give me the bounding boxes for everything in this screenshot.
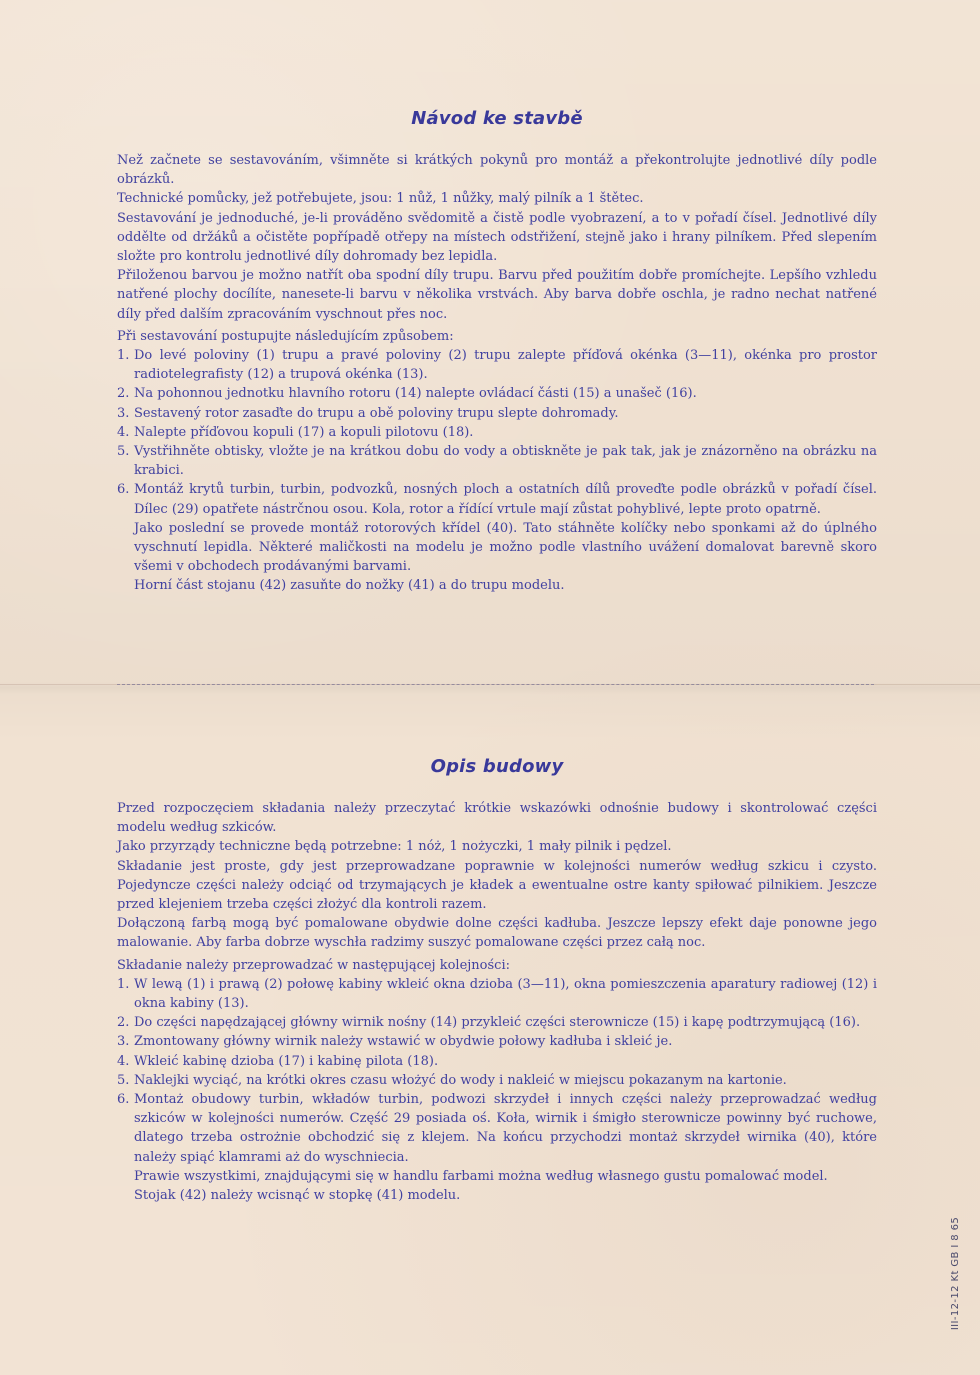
polish-step-3-number: 3. (117, 1034, 130, 1050)
polish-step-4 (117, 1052, 877, 1071)
czech-step-3-number: 3. (117, 405, 130, 421)
czech-step-6-extra-1: Jako poslední se provede montáž rotorových křídel (40). Tato stáhněte kolíčky nebo sponkami až do úplného vyschnutí lepidla. Některé maličkosti na modelu je možno podle vlastního uvážení domalovat barevně skoro všemi v obchodech prodávanými barvami. (134, 520, 877, 575)
czech-step-4-text: Nalepte příďovou kopuli (17) a kopuli pilotovu (18). (134, 424, 474, 440)
czech-step-1-number: 1. (117, 348, 130, 364)
polish-paragraph-2: Jako przyrządy techniczne będą potrzebne: 1 nóż, 1 nożyczki, 1 mały pilnik i pędzel. (117, 839, 672, 855)
czech-paragraph-4: Přiloženou barvou je možno natřít oba spodní díly trupu. Barvu před použitím dobře promíchejte. Lepšího vzhledu natřené plochy docílíte, nanesete-li barvu v několika vrstvách. Aby barva dobře oschla, je radno nechat natřené díly před dalším zpracováním vyschnout přes noc. (117, 268, 877, 322)
polish-steps-list (117, 975, 877, 1205)
polish-step-2-text: Do części napędzającej główny wirnik nośny (14) przykleić części sterownicze (15) i kapę podtrzymującą (16). (134, 1015, 861, 1031)
czech-step-1 (117, 346, 877, 384)
czech-title: Návod ke stavbě (411, 108, 583, 129)
czech-step-4 (117, 423, 877, 442)
polish-instructions-section (117, 756, 877, 1205)
polish-step-5 (117, 1071, 877, 1090)
czech-step-3 (117, 404, 877, 423)
polish-list-intro: Składanie należy przeprowadzać w następującej kolejności: (117, 957, 510, 973)
polish-step-2 (117, 1013, 877, 1032)
czech-instructions-section (117, 108, 877, 596)
czech-step-3-text: Sestavený rotor zasaďte do trupu a obě poloviny trupu slepte dohromady. (134, 405, 619, 421)
czech-step-6-number: 6. (117, 482, 130, 498)
polish-paragraph-4: Dołączoną farbą mogą być pomalowane obydwie dolne części kadłuba. Jeszcze lepszy efekt daje ponowne jego malowanie. Aby farba dobrze wyschła radzimy suszyć pomalowane części przez całą noc. (117, 916, 877, 951)
polish-step-6-text: Montaż obudowy turbin, wkładów turbin, podwozi skrzydeł i innych części należy przeprowadzać według szkiców w kolejności numerów. Część 29 posiada oś. Koła, wirnik i śmigło sterownicze powinny być ruchowe, dlatego trzeba ostrożnie obchodzić się z klejem. Na końcu przychodzi montaż skrzydeł wirnika (40), które należy spiąć klamrami aż do wyschniecia. (134, 1092, 877, 1165)
czech-step-2 (117, 384, 877, 403)
czech-step-4-number: 4. (117, 424, 130, 440)
czech-step-2-number: 2. (117, 386, 130, 402)
czech-paragraph-2: Technické pomůcky, jež potřebujete, jsou: 1 nůž, 1 nůžky, malý pilník a 1 štětec. (117, 191, 644, 207)
polish-step-6-extra-1: Prawie wszystkimi, znajdującymi się w handlu farbami można według własnego gustu pomalować model. (134, 1168, 828, 1184)
czech-paragraph-3: Sestavování je jednoduché, je-li prováděno svědomitě a čistě podle vyobrazení, a to v pořadí čísel. Jednotlivé díly oddělte od držáků a očistěte popřípadě otřepy na místech odstřižení, stejně jako i hrany pilníkem. Před slepením složte pro kontrolu jednotlivé díly dohromady bez lepidla. (117, 210, 877, 265)
czech-step-5-text: Vystřihněte obtisky, vložte je na krátkou dobu do vody a obtiskněte je pak tak, jak je znázorněno na obrázku na krabici. (134, 444, 877, 479)
polish-step-2-number: 2. (117, 1015, 130, 1031)
polish-step-1-number: 1. (117, 976, 130, 992)
polish-step-6-number: 6. (117, 1092, 130, 1108)
section-separator (117, 684, 874, 686)
czech-step-6-text: Montáž krytů turbin, turbin, podvozků, nosných ploch a ostatních dílů proveďte podle obrázků v pořadí čísel. Dílec (29) opatřete nástrčnou osou. Kola, rotor a řídící vrtule mají zůstat pohyblivé, lepte proto opatrně. (134, 482, 877, 517)
czech-list-intro: Při sestavování postupujte následujícím způsobem: (117, 328, 454, 344)
polish-step-6-extra-2: Stojak (42) należy wcisnąć w stopkę (41) modelu. (134, 1188, 461, 1204)
czech-step-5 (117, 442, 877, 480)
polish-step-6 (117, 1090, 877, 1205)
czech-step-5-number: 5. (117, 444, 130, 460)
polish-paragraph-3: Składanie jest proste, gdy jest przeprowadzane poprawnie w kolejności numerów według szkicu i czysto. Pojedyncze części należy odciąć od trzymających je kładek a ewentualne ostre kanty spiłować pilnikiem. Jeszcze przed klejeniem trzeba części złożyć dla kontroli razem. (117, 858, 877, 913)
czech-steps-list (117, 346, 877, 596)
polish-step-3-text: Zmontowany główny wirnik należy wstawić w obydwie połowy kadłuba i skleić je. (134, 1034, 673, 1050)
polish-step-5-number: 5. (117, 1072, 130, 1088)
czech-paragraph-1: Než začnete se sestavováním, všimněte si krátkých pokynů pro montáž a překontrolujte jednotlivé díly podle obrázků. (117, 153, 877, 188)
print-code: III-12-12 Kt GB I 8 65 (950, 1216, 962, 1330)
polish-step-1-text: W lewą (1) i prawą (2) połowę kabiny wkleić okna dzioba (3—11), okna pomieszczenia aparatury radiowej (12) i okna kabiny (13). (134, 976, 877, 1012)
czech-step-6 (117, 480, 877, 595)
czech-step-1-text: Do levé poloviny (1) trupu a pravé poloviny (2) trupu zalepte příďová okénka (3—11), okénka pro prostor radiotelegrafisty (12) a trupová okénka (13). (134, 348, 877, 383)
polish-step-4-number: 4. (117, 1053, 130, 1069)
polish-title: Opis budowy (430, 756, 564, 777)
czech-step-2-text: Na pohonnou jednotku hlavního rotoru (14) nalepte ovládací části (15) a unašeč (16). (134, 386, 697, 402)
polish-step-3 (117, 1032, 877, 1051)
czech-step-6-extra-2: Horní část stojanu (42) zasuňte do nožky (41) a do trupu modelu. (134, 578, 565, 594)
print-code-container (942, 1198, 970, 1348)
polish-step-5-text: Naklejki wyciąć, na krótki okres czasu włożyć do wody i nakleić w miejscu pokazanym na kartonie. (134, 1072, 787, 1088)
polish-step-1 (117, 975, 877, 1013)
polish-paragraph-1: Przed rozpoczęciem składania należy przeczytać krótkie wskazówki odnośnie budowy i skontrolować części modelu według szkiców. (117, 801, 877, 836)
polish-step-4-text: Wkleić kabinę dzioba (17) i kabinę pilota (18). (134, 1053, 439, 1069)
